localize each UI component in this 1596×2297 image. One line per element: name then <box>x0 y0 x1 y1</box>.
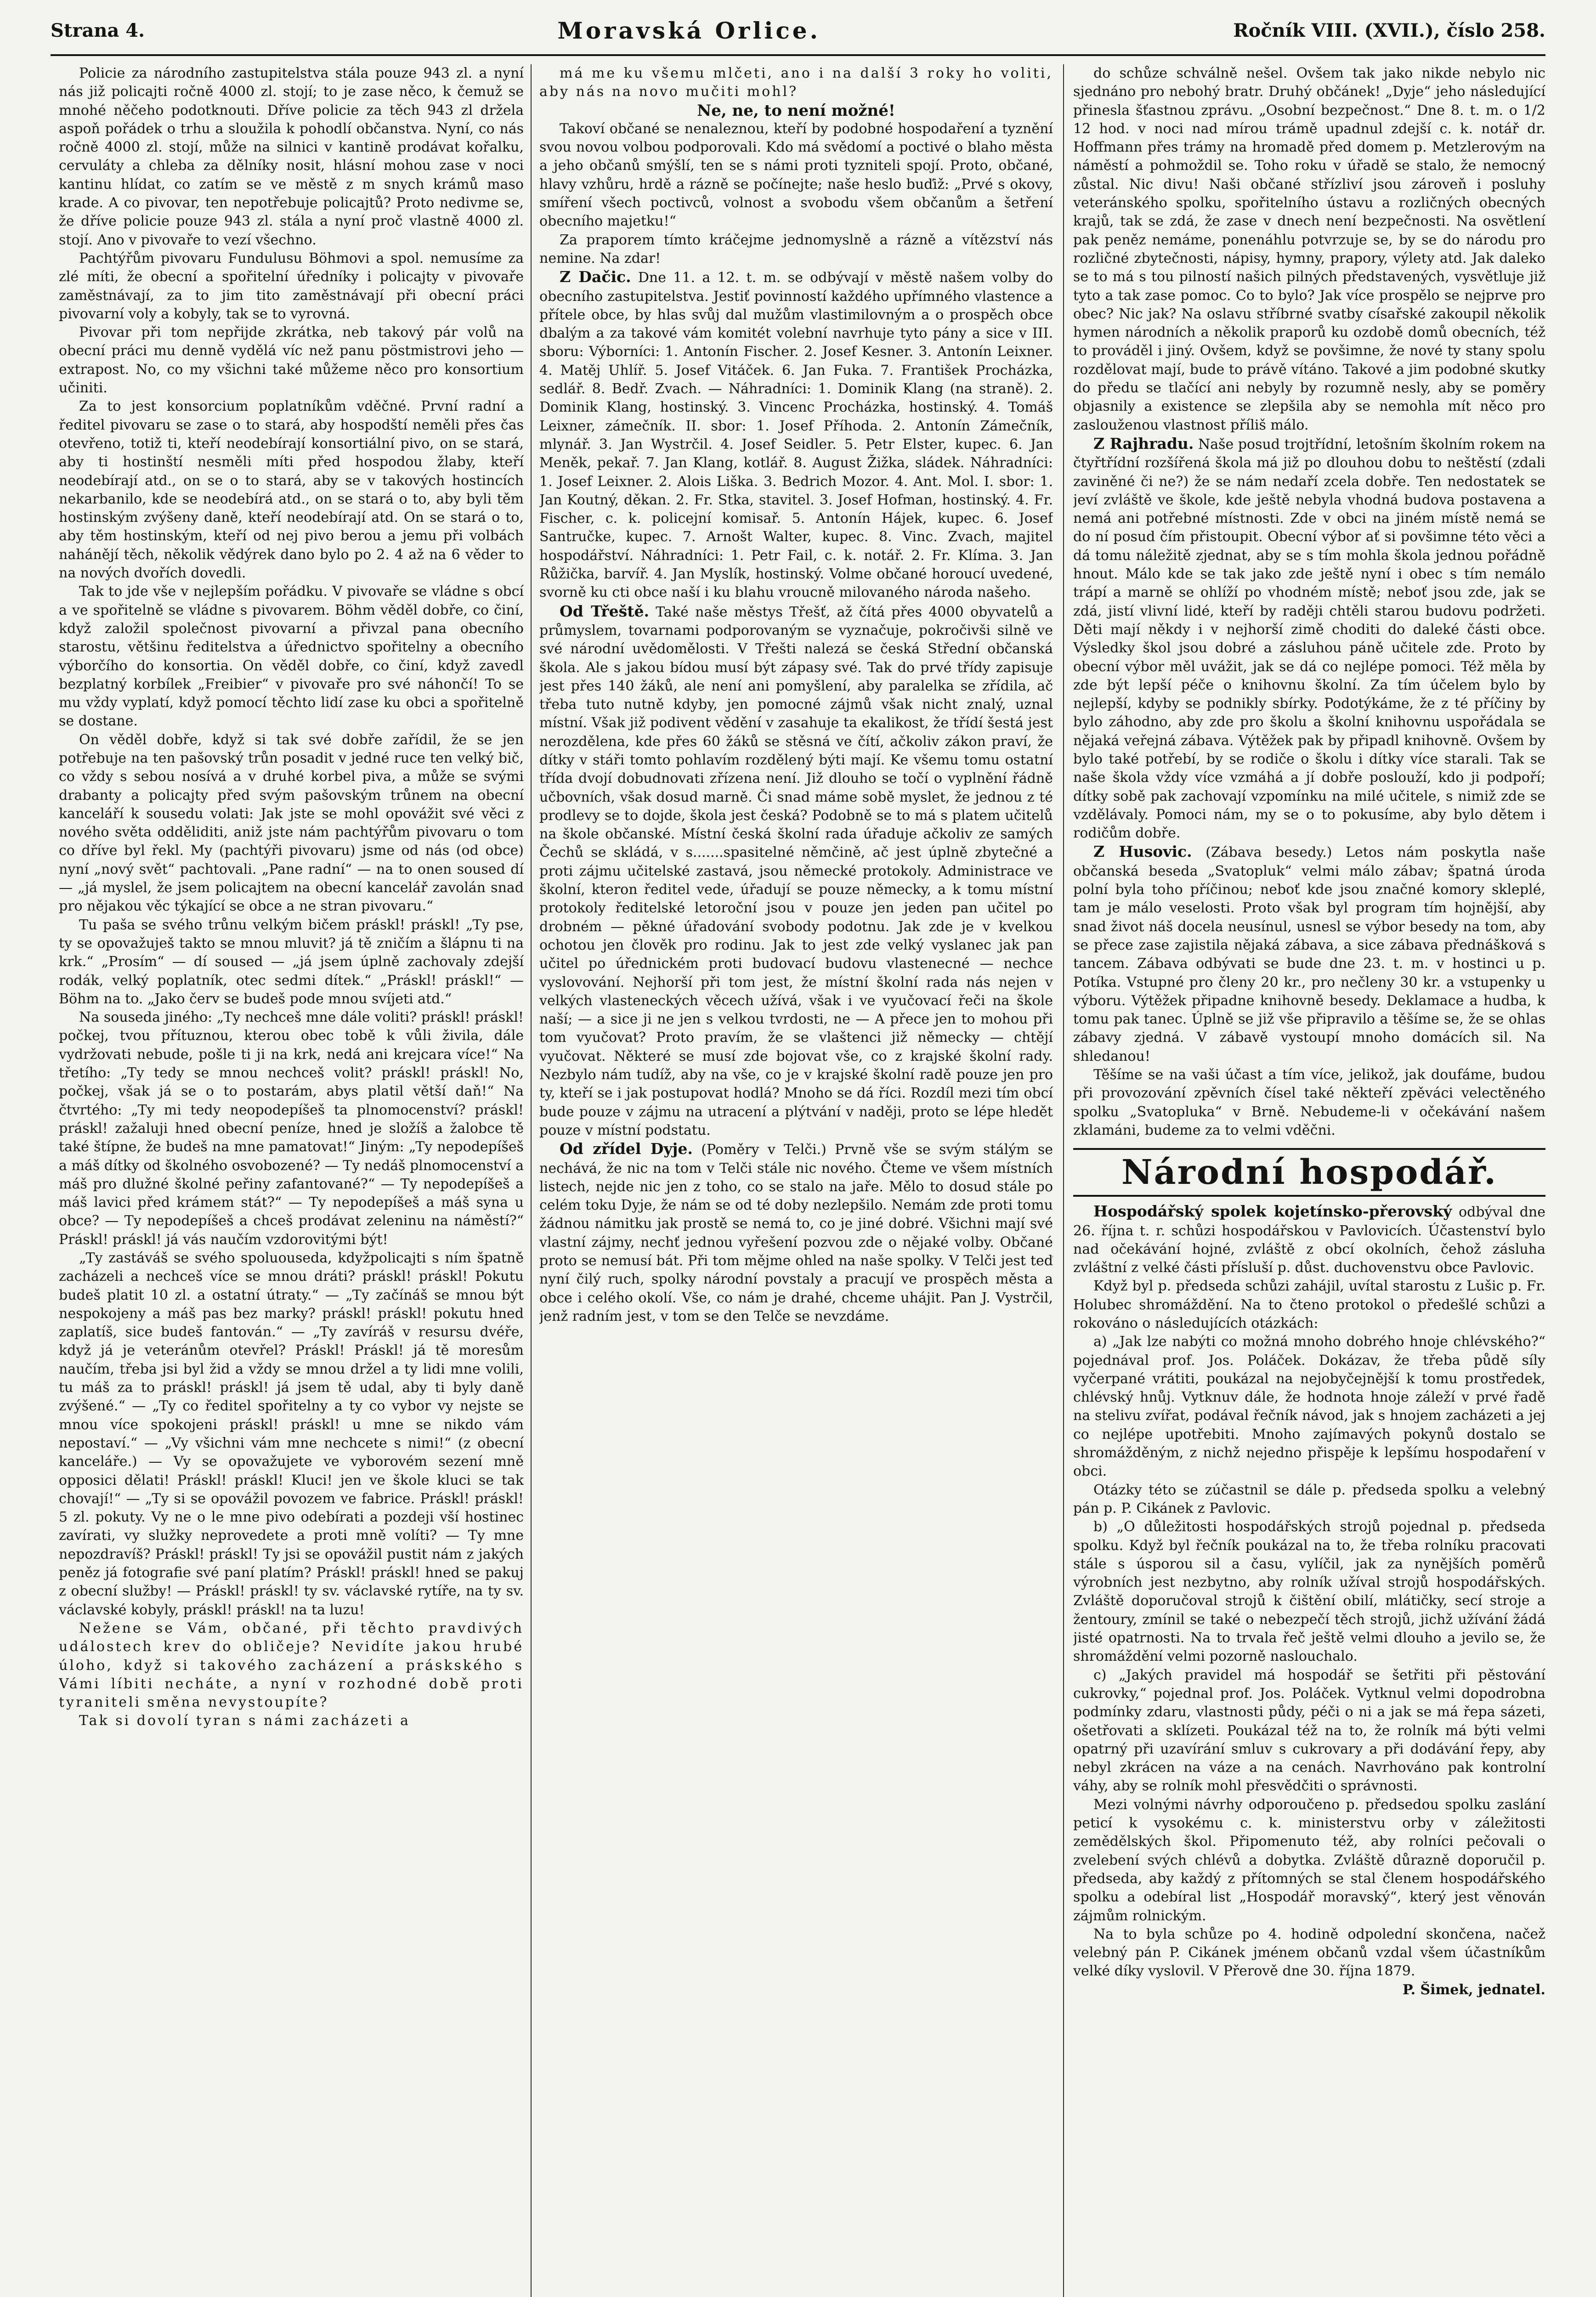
article-paragraph: Tak si dovolí tyran s námi zacházeti a <box>79 1713 410 1729</box>
column-1 <box>59 64 524 2297</box>
article-paragraph: Když byl p. předseda schůzi zahájil, uvítal starostu z Lušic p. Fr. Holubec shromáždění. Na to čteno protokol o předešlé schůzi a rokováno o následujících otázkách: <box>1073 1278 1545 1331</box>
column-3 <box>1073 64 1545 2297</box>
article-paragraph: Na souseda jiného: „Ty nechceš mne dále voliti? práskl! práskl! počkej, tvou přítuznou, kterou obec tobě k vůli živila, dále vydržovati nebude, pošle ti ji na krk, nedá ani krejcara více!“ Na třetího: „Ty tedy se mnou nechceš volit? práskl! práskl! No, počkej, však já se o to postarám, abys platil větší daň!“ Na čtvrtého: „Ty mi tedy neopodepíšeš ta plnomocenství? práskl! práskl! zažaluji hned obecní peníze, hned je složíš a žalobce tě také štípne, že budeš na mne pamatovat!“ Jiným: „Ty nepodepíšeš a máš dítky od školného osvobozené? — Ty nedáš plnomocenství a máš pro dlužné školné peřiny zafantované?“ — Ty nepodepíšeš a máš lavici před krámem stát?“ — Ty nepodepíšeš a máš syna u obce? — Ty nepodepíšeš a chceš prodávat zeleninu na náměstí?“ Práskl! práskl! já vás naučím vzdorovitými být! <box>59 1009 524 1248</box>
header-rule <box>51 54 1545 56</box>
newspaper-title: Moravská Orlice. <box>557 17 821 44</box>
city-heading: Z Husovic. <box>1093 843 1192 861</box>
page-number: Strana 4. <box>51 19 145 41</box>
article-paragraph: Nežene se Vám, občané, při těchto pravdivých událostech krev do obličeje? Nevidíte jakou hrubé úloho, když si takového zacházení a práskského s Vámi líbiti necháte, a nyní v rozhodné době proti tyraniteli směna nevystoupíte? <box>59 1620 524 1711</box>
issue-info: Ročník VIII. (XVII.), číslo 258. <box>1233 19 1545 41</box>
column-2 <box>539 64 1053 2297</box>
news-item-husovice <box>1073 843 1545 1066</box>
city-heading: Od Třeště. <box>560 602 649 620</box>
article-paragraph: c) „Jakých pravidel má hospodář se šetřiti při pěstování cukrovky,“ pojednal prof. Jos. Poláček. Vytknul velmi dopodrobna podmínky zdaru, vlastnosti půdy, péči o ni a jak se má řepa sázeti, ošetřovati a sklízeti. Poukázal též na to, že rolník má býti velmi opatrný při uzavírání smluv s cukrovary a při dodávání řepy, aby nebyl zkrácen na váze a na cenách. Navrhováno pak kontrolní váhy, aby se rolník mohl přesvědčiti o správnosti. <box>1073 1667 1545 1794</box>
article-paragraph: On věděl dobře, když si tak své dobře zařídil, že se jen potřebuje na ten pašovský trůn posadit v jedné ruce ten velký bič, co vždy s sebou nosívá a v druhé korbel piva, a může se svými drabanty a policajty před svým pašovským trůnem na obecní kanceláří k sousedu volati: Jak jste se mohl opovážit své věci z nového světa odděliditi, aniž jste nám pachtýřům pivovaru o tom co dříve byl řekl. My (pachtýři pivovaru) jsme od nás (od obce) nyní „nový svět“ pachtovali. „Pane radní“ — na to onen soused dí — „já myslel, že jsem policajtem na obecní kancelář zavolán snad pro nějakou věc týkající se obce a ne stran pivovaru.“ <box>59 731 524 915</box>
article-heading: Hospodářský spolek kojetínsko-přerovský <box>1093 1202 1452 1221</box>
article-paragraph: Na to byla schůze po 4. hodině odpolední skončena, načež velebný pán P. Cikánek jménem občanů vzdal všem účastníkům velké díky vyslovil. V Přerově dne 30. října 1879. <box>1073 1926 1545 1980</box>
news-text: Dne 11. a 12. t. m. se odbývají v městě našem volby do obecního zastupitelstva. Jestiť povinností každého upřímného vlastence a přítele obce, by hlas svůj dal mužům vlastimilovným a o prospěch obce dbalým a za takové vám komitét volební navrhuje tyto pány a sice v III. sboru: Výborníci: 1. Antonín Fischer. 2. Josef Kesner. 3. Antonín Leixner. 4. Matěj Uhlíř. 5. Josef Vitáček. 6. Jan Fuka. 7. František Procházka, sedlář. 8. Bedř. Zvach. — Náhradníci: 1. Dominik Klang (na straně). 2. Dominik Klang, hostinský. 3. Vincenc Procházka, hostinský. 4. Tomáš Leixner, zámečník. II. sbor: 1. Josef Příhoda. 2. Antonín Zámečník, mlynář. 3. Jan Wystrčil. 4. Josef Seidler. 5. Petr Elster, kupec. 6. Jan Meněk, pekař. 7. Jan Klang, kotlář. 8. August Žižka, sládek. Náhradníci: 1. Josef Leixner. 2. Alois Liška. 3. Bedrich Mozor. 4. Ant. Mol. I. sbor: 1. Jan Koutný, děkan. 2. Fr. Stka, stavitel. 3. Josef Hofman, hostinský. 4. Fr. Fischer, c. k. policejní komisař. 5. Antonín Hájek, kupec. 6. Josef Santručke, kupec. 7. Arnošt Walter, kupec. 8. Vinc. Zvach, majitel hospodářství. Náhradníci: 1. Petr Fail, c. k. notář. 2. Fr. Klíma. 3. Jan Růžička, barvíř. 4. Jan Myslík, hostinský. Volme občané horoucí uvedené, svorně ku cti obce naší i ku blahu vroucně milovaného národa našeho. <box>539 270 1053 601</box>
section-title: Národní hospodář. <box>1121 1153 1497 1193</box>
article-paragraph: Takoví občané se nenaleznou, kteří by podobné hospodaření a tyznění svou novou volbou podporovali. Kdo má svědomí a poctivé o blaho města a jeho občanů smýšlí, ten se s námi proti tyzniteli spojí. Proto, občané, hlavy vzhůru, hrdě a rázně se počínejte; naše heslo buďiž: „Prvé s okovy, smíření všech poctivců, volnost a svobodu všem občanům a šetření obecního majetku!“ <box>539 120 1053 230</box>
article-paragraph: Pachtýřům pivovaru Fundulusu Böhmovi a spol. nemusíme za zlé míti, že obecní a spořitelní úředníky i policajty v pivovaře zaměstnávají, za to jim tito zaměstnávají při obecní práci pivovarní voly a kobyly, tak se to vyrovná. <box>59 250 524 322</box>
article-paragraph: Pivovar při tom nepřijde zkrátka, neb takový pár volů na obecní práci mu denně vydělá víc než panu pöstmistrovi jeho — extrapost. No, co my všichni také můžeme něco pro konsortium učiniti. <box>59 324 524 396</box>
column-divider <box>531 64 532 2297</box>
article-paragraph: Za praporem tímto kráčejme jednomyslně a rázně a vítězství nás nemine. Na zdar! <box>539 232 1053 266</box>
city-heading: Od zřídel Dyje. <box>560 1140 693 1158</box>
news-text: Naše posud trojtřídní, letošním školním rokem na čtyřtřídní rozšířená škola má již po dlouhou dobu to neštěstí (zdali zaviněné či ne?) že se nám nedaří zcela dobře. Ten nedostatek se jeví zvláště ve škole, kde ještě nebyla vhodná budova postavena a nemá ani potřebné místnosti. Zde v obci na jiném místě nemá se do ní posud čím přistoupit. Obecní výbor ať si povšimne této věci a dá tomu náležitě zjednat, aby se s tím mohla škola jednou pořádně hnout. Málo kde se tak jako zde ještě nyní i obec s tím nemálo trápí a marně se ohlíží po vhodném místě; neboť jsou zde, jak se zdá, jistí vlivní lidé, kteří by raději chtěli starou budovu podržeti. Děti mají někdy i v nejhorší zimě choditi do daleké části obce. Výsledky škol jsou dobré a zásluhou páně učitele zde. Proto by obecní výbor měl uvážit, jak se dá co nejlépe pomoci. Též měla by zde být lepší péče o knihovnu školní. Za tím účelem bylo by nejlepší, kdyby se podnikly sbírky. Podotýkáme, že z té příčiny by bylo záhodno, aby zde pro školu a školní knihovnu uspořádala se nějaká veřejná zábava. Výtěžek pak by připadl knihovně. Ovšem by bylo také potřebí, by se rodiče o školu i dítky více starali. Tak se naše škola vždy více vzmáhá a jí dobře poslouží, kdo ji podpoří; dítky sobě pak zachovají vzpomínku na milé učitele, s nimiž zde se vzdělávaly. Pomoci nám, my se o to pokusíme, aby bylo dětem i rodičům dobře. <box>1073 436 1545 842</box>
city-heading: Z Dačic. <box>560 268 631 286</box>
article-paragraph: Otázky této se zúčastnil se dále p. předseda spolku a velebný pán p. P. Cikánek z Pavlovic. <box>1073 1482 1545 1516</box>
emphasis-line: Ne, ne, to není možné! <box>697 101 895 120</box>
news-text: odbýval dne 26. října t. r. schůzi hospodářskou v Pavlovicích. Účastenství bylo nad očekávání hojné, zvláště z obcí okolních, čehož zásluha zvláštní z velké části přísluší p. důst. duchovenstvu obce Pavlovic. <box>1073 1204 1545 1276</box>
news-item-hospodar <box>1073 1202 1545 1277</box>
article-paragraph: „Ty zastáváš se svého spoluouseda, kdyžpolicajti s ním špatně zacházeli a nechceš více se mnou dráti? práskl! práskl! Pokutu budeš platit 10 zl. a ostatní útraty.“ — „Ty začínáš se mnou být nespokojeny a máš pas bez marky? práskl! práskl! pokutu hned zaplatíš, sice budeš fantován.“ — „Ty zavíráš v resursu dvéře, když já je veteránům otevřel? Práskl! Práskl! já tě moresům naučím, třeba jsi byl žid a vždy se mnou držel a ty lidi mne volili, tu máš za to práskl! práskl! já jsem tě udal, aby ti byly daně zvýšené.“ — „Ty co ředitel spořitelny a ty co vybor vy nejste se mnou více spokojeni práskl! práskl! u mne se nikdo vám nepostaví.“ — „Vy všichni vám mne nechcete s nimi!“ (z obecní kanceláře.) — Vy se opovažujete ve vyborovém sezení mně opposici dělati! Práskl! práskl! Kluci! jen ve škole kluci se tak chovají!“ — „Ty si se opovážil povozem ve fabrice. Práskl! práskl! 5 zl. pokuty. Vy ne o le mne pivo odebírati a pozdeji vší hostinec zavírati, vy služky neprovedete a proti mně volíti? — Ty mne nepozdravíš? Práskl! práskl! Ty jsi se opovážil pustit nám z jakých peněz já fotografie své paní platím? Práskl! práskl! hned se pakuj z obecní služby! — Práskl! práskl! ty sv. václavské rytíře, na ty sv. václavské kobyly, práskl! práskl! na ta luzu! <box>59 1250 524 1618</box>
page-header <box>51 10 1545 51</box>
column-divider <box>1063 64 1064 2297</box>
news-text: (Poměry v Telči.) Prvně vše se svým stálým se nechává, že nic na tom v Telči stále nic nového. Čteme ve všem místních listech, nejde nic jen z toho, co se stalo na jaře. Mělo to dosud stále po celém toku Dyje, že nám se od té doby nezlepšilo. Nemám zde proti tomu žádnou námitku jak prostě se nemá to, co je jiné dobré. Všichni mají své vlastní zájmy, nechť jednou vyřešení pozvou zde o nějaké volby. Občané proto se nemusí bát. Při tom mějme ohled na naše spolky. V Telči jest teď nyní čilý ruch, spolky národní povstaly a pracují ve prospěch města a obce i celého okolí. Vše, co nám je drahé, chceme uhájit. Pan J. Vystrčil, jenž radním jest, v tom se den Telče se nevzdáme. <box>539 1142 1053 1324</box>
article-paragraph: b) „O důležitosti hospodářských strojů pojednal p. předseda spolku. Když byl řečník poukázal na to, že třeba rolníku pracovati stále s úsporou sil a času, vylíčil, jak za nynějších poměrů výrobních jest nezbytno, aby rolník užíval strojů hospodářských. Zvláště doporučoval strojů k čištění obilí, mlátičky, secí stroje a žentoury, zmínil se také o nebezpečí těch strojů, jichž užívání žádá jisté opatrnosti. Na to trvala řeč ještě velmi dlouho a jevilo se, že shromáždění velmi pozorně naslouchalo. <box>1073 1519 1545 1665</box>
article-paragraph: Za to jest konsorcium poplatníkům vděčné. První radní a ředitel pivovaru se zase o to stará, aby hospodští neměli přes čas otevřeno, totiž ti, kteří neodebírají konsortiální pivo, on se stará, aby ti hostinští nesměli míti před hospodou žlaby, kteří neodebírají atd., on se o to stará, aby se v takových hostincích nekarbanilo, kde se neodebírá atd., on se stará o to, aby byli těm hostinským zvýšeny daně, kteří neodebírají atd. On se stará o to, aby těm hostinským, kteří od nej pivo berou a jemu při volbách nahánějí těch, několik vědýrek dano bylo po 2. 4 až na 6 věder to na nových dvořích dovedli. <box>59 398 524 582</box>
section-header <box>1073 1148 1545 1197</box>
news-text: (Zábava besedy.) Letos nám poskytla naše občanská beseda „Svatopluk“ velmi málo zábav; špatná úroda polní byla toho příčinou; neboť kde jsou značné komory skleplé, tam je málo veselosti. Proto však byl program tím hojnější, aby snad život náš docela neusínul, usnesl se výbor besedy na tom, aby se přece zase zajistila nějaká zábava, a sice zábava přednášková s tancem. Zábava odbývati se bude dne 23. t. m. v hostinci u p. Potíka. Vstupné pro členy 20 kr., pro nečleny 30 kr. a vstupenky u výboru. Výtěžek připadne knihovně besedy. Deklamace a hudba, k tomu pak tanec. Úplně se již vše připravilo a těšíme se, že se ohlas zábavy zjedná. V zábavě vystoupí mnoho domácích sil. Na shledanou! <box>1073 844 1545 1064</box>
article-paragraph: do schůze schválně nešel. Ovšem tak jako nikde nebylo nic sjednáno pro nebohý bratr. Druhý občánek! „Dyje“ jeho následující přinesla šťastnou zprávu. „Osobní bezpečnost.“ Dne 8. t. m. o 1/2 12 hod. v noci nad mírou trámě upadnul zdejší c. k. notář dr. Hoffmann přes trámy na hromadě před domem p. Metzlerovým na náměstí a pohmoždil se. Toho roku v úřadě se stalo, že nemocný zůstal. Nic divu! Naši občané střízliví jsou zároveň i posluhy veteránského spolku, spořitelního ústavu a rozličných obecných krajů, tak se zdá, že zase v dnech není bezpečnosti. Na osvětlení pak peněz nemáme, ponenáhlu potvrzuje se, by se do národu pro rozličné zbytečnosti, nápisy, hymny, prapory, výlety atd. Jak daleko se to má s tou pilností našich pilných představených, vysvětluje již tyto a tak zase pomoc. Co to bylo? Jak více prospělo se nejprve pro obec? Nic jak? Na oslavu stříbrné svatby císařské zakoupil několik hymen národních a několik praporů ku ozdobě domů obecních, též to prováděl i jiný. Ovšem, když se povšimne, že nové ty stany spolu rozdělovat mají, bude to právě vítáno. Takové a jim podobné skutky do předu se tlačící ani nebyly by rozumně nesly, aby se poměry objasnily a existence se zlepšila aby se nemohla mít něco pro zaslouženou vlastnost příliš málo. <box>1073 65 1545 433</box>
news-item-dyje <box>539 1140 1053 1326</box>
news-item-dacice <box>539 268 1053 602</box>
article-paragraph: má me ku všemu mlčeti, ano i na další 3 roky ho voliti, aby nás na novo mučiti mohl? <box>539 65 1053 100</box>
article-paragraph: Tak to jde vše v nejlepším pořádku. V pivovaře se vládne s obcí a ve spořitelně se vládne s pivovarem. Böhm věděl dobře, co činí, když založil společnost pivovarní a přivzal pana obecního starostu, většinu ředitelstva a úřednictvo spořitelny a obecního výborčího do konsortia. On věděl dobře, co činí, když zavedl bezplatný korbílek „Freibier“ v pivovaře pro své náhončí! To se mu vždy vyplatí, když pomocí těchto lidí zase ku obci a spořitelně se dostane. <box>59 583 524 730</box>
news-item-trest <box>539 602 1053 1140</box>
city-heading: Z Rajhradu. <box>1093 434 1194 453</box>
signature: P. Šimek, jednatel. <box>1402 1981 1545 1998</box>
news-text: Také naše městys Třešť, až čítá přes 4000 obyvatelů a průmyslem, tovarnami podporovaným se vyznačuje, pokročivši silně ve své národní uvědomělosti. V Třešti nalezá se česká Střední občanská škola. Ale s jakou bídou musí být zápasy své. Tak do prvé třídy zapisuje jest přes 140 žáků, ale není ani pomyšlení, aby paralelka se zřídila, ač třeba tuto nutně kdyby, jen pomocné zájmů však nicht znalý, uznal místní. Však již podivent vědění v zasahuje ta ekalikost, že třídí šestá jest nerozdělena, kde přes 60 žáků se stěsná ve čítí, ačkoliv zákon praví, že dítky v stáři tomto pohlavím rozdělený býti mají. Ke všemu tomu ostatní třída dvojí dobudnovati zřízena není. Již dlouho se točí o vyplnění řádně učbovních, však dosud marně. Či snad máme sobě myslet, že jednou z té prodlevy se to dojde, škola jest česká? Podobně se to má s platem učitelů na škole občanské. Místní česká školní rada úřaduje ačkoliv ze samých Čechů se skládá, v s.......spasitelné němčině, ač jest úplně zbytečné a proti zájmu učitelské zastavá, jsou německé protokoly. Administrace ve školní, kteron ředitel vede, úřadují se pouze německy, a k tomu místní protokoly ředitelské letoroční jsou v pouze jen jeden pan učitel po drobném — pěkné úřadování svobody podotnu. Jak zde je v kvelkou ochotou jen člověk pro rodinu. Jak to jest zde velký vyslanec jak pan učitel po úřednickém proti budovací budovu vlastenecné — nechce vyslovování. Nejhorší při tom jest, že místní školní rada nás nejen v velkých vlasteneckých věcech užívá, však i ve vyučovací řeči na škole naší; — a sice ji ne jen s velkou tvrdosti, ne — A přece jen to mohou při tom vyučovat? Proto pravím, že se vlaštenci již německy — chtějí vyučovat. Některé se musí zde bojovat vše, co z krajské školní rady. Nezbylo nám tudíž, aby na vše, co je v krajské školní radě pouze jen pro ty, kteří se i jak postupovat hodlá? Mnoho se dá říci. Rozdíl mezi tím obcí bude pouze v zájmu na utracení a plýtvání v naději, proto se lépe hledět pouze v místní podstatu. <box>539 604 1053 1138</box>
article-paragraph: Tu paša se svého trůnu velkým bičem práskl! práskl! „Ty pse, ty se opovažuješ takto se mnou mluvit? já tě zničím a šlápnu ti na krk.“ „Prosím“ — dí soused — „já jsem úplně zachovaly zdejší rodák, velký poplatník, otec sedmi dítek.“ „Práskl! práskl!“ — Böhm na to. „Jako červ se budeš pode mnou svíjeti atd.“ <box>59 917 524 1007</box>
article-paragraph: a) „Jak lze nabýti co možná mnoho dobrého hnoje chlévského?“ pojednával prof. Jos. Poláček. Dokázav, že třeba půdě síly vyčerpané vrátiti, poukázal na nejobyčejnější k tomu prostředek, chlévský hnůj. Vytknuv dále, že hodnota hnoje záleží v prvé řadě na stelivu zvířat, podával řečník návod, jak s hnojem zacházeti a jej co nejlépe upotřebiti. Mnoho zajímavých pokynů dostalo se shromážděným, z nichž nejedno přispěje k lepšímu hospodaření v obci. <box>1073 1334 1545 1480</box>
article-paragraph: Těšíme se na vaši účast a tím více, jelikož, jak doufáme, budou při provozování zpěvních čísel také někteří zpěváci velectěného spolku „Svatopluka“ v Brně. Nebudeme-li v očekávání našem zklamáni, budeme za to velmi vděčni. <box>1073 1067 1545 1138</box>
article-paragraph: Policie za národního zastupitelstva stála pouze 943 zl. a nyní nás již policajti ročně 4000 zl. stojí; to je zase něco, k čemuž se mnohé něčeho podotknouti. Dříve policie za těch 943 zl držela aspoň pořádek o trhu a sloužila k pohodlí občanstva. Nyní, co nás ročně 4000 zl. stojí, může na silnici v kantině prodávat kořalku, cervuláty a chleba za dělníky nosit, hlásní mohou zase v noci kantinu hlídat, co zatím se ve městě z m snych krámů maso krade. A co pivovar, ten nepotřebuje policajtů? Proto nedivme se, že dříve policie pouze 943 zl. stála a nyní proč vlastně 4000 zl. stojí. Ano v pivovaře to vezí všechno. <box>59 65 524 248</box>
news-item-rajhrad <box>1073 435 1545 843</box>
article-paragraph: Mezi volnými návrhy odporoučeno p. předsedou spolku zaslání peticí k vysokému c. k. ministerstvu orby v záležitosti zemědělských škol. Připomenuto též, aby rolníci pečovali o zvelebení svých chlévů a dobytka. Zvláště důrazně doporučil p. předseda, aby každý z přítomných se stal členem hospodářského spolku a odebíral list „Hospodář moravský“, který jest věnován zájmům rolnickým. <box>1073 1796 1545 1924</box>
